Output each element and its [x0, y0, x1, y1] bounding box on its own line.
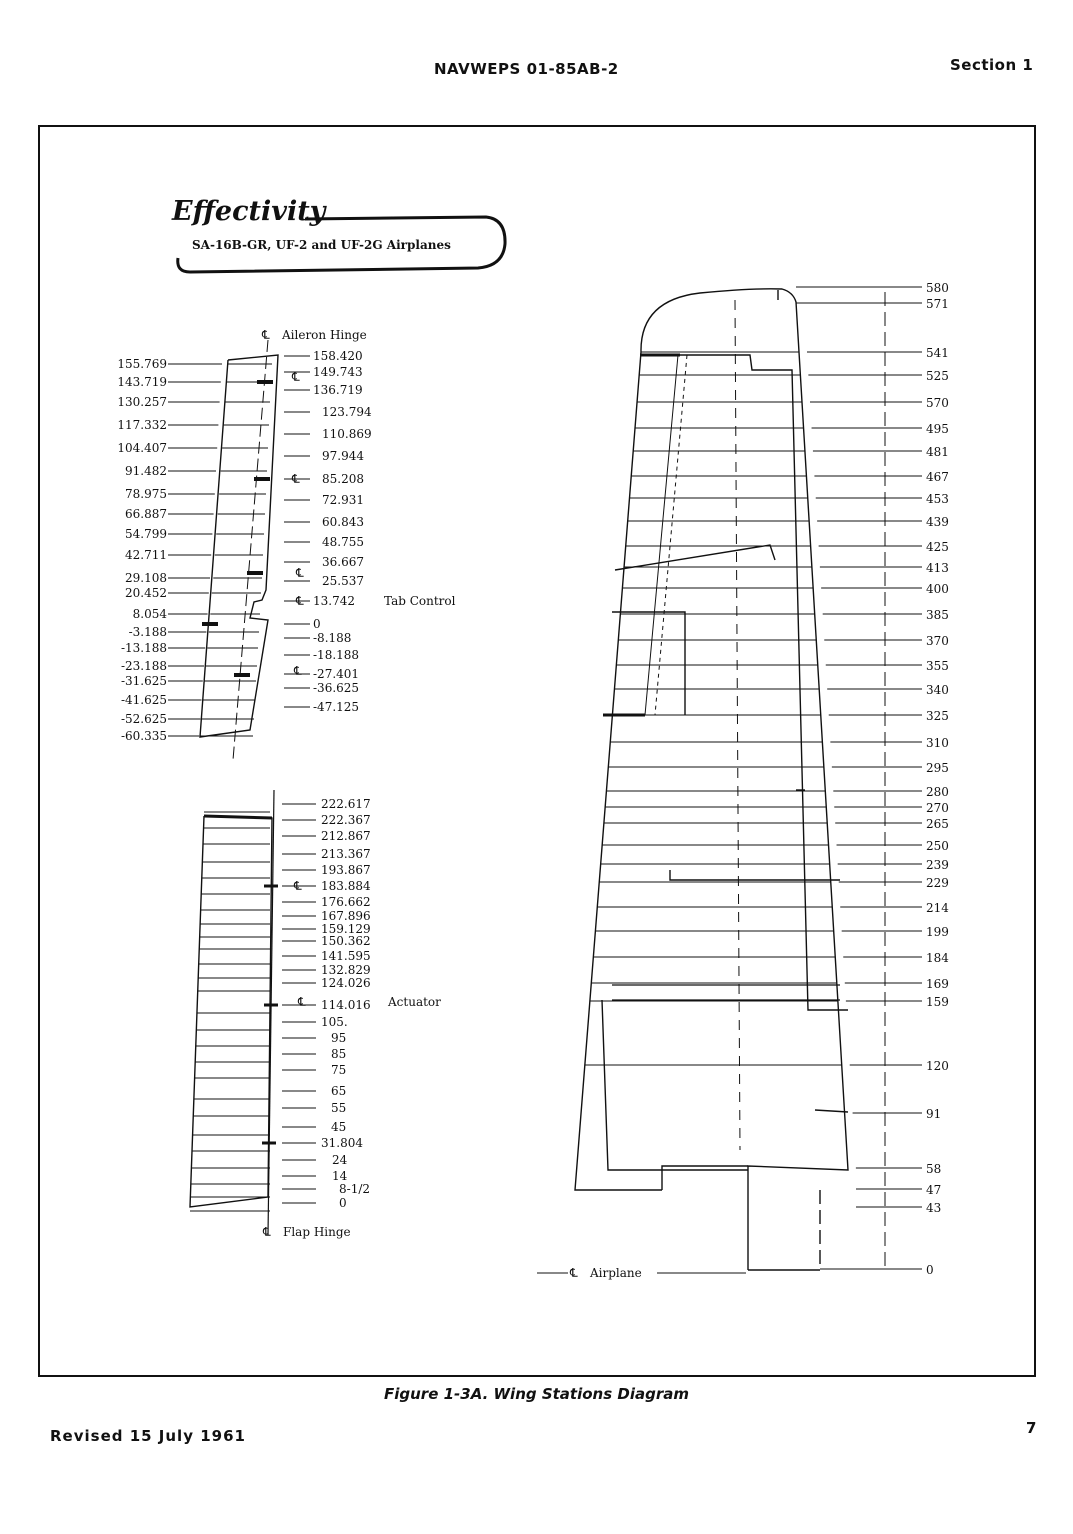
flap-station: 31.804: [321, 1136, 363, 1150]
wing-station: 310: [926, 736, 949, 750]
aileron-right-station: 136.719: [313, 383, 363, 397]
aileron-left-station: -23.188: [120, 659, 167, 673]
flap-station: 14: [332, 1169, 348, 1183]
flap-station: 212.867: [321, 829, 371, 843]
aileron-right-station: 60.843: [322, 515, 364, 529]
wing-station: 439: [926, 515, 949, 529]
wing-station: 250: [926, 839, 949, 853]
aileron-left-station: -41.625: [120, 693, 167, 707]
wing-station: 481: [926, 445, 949, 459]
centerline-symbol: ℄: [292, 370, 300, 384]
aileron-right-station: 36.667: [322, 555, 364, 569]
wing-station: 0: [926, 1263, 934, 1277]
aileron-left-station: 143.719: [117, 375, 167, 389]
aileron-hinge-label: Aileron Hinge: [282, 328, 367, 342]
aileron-right-station: 97.944: [322, 449, 364, 463]
aileron-left-station: -13.188: [120, 641, 167, 655]
aileron-right-station: 13.742: [313, 594, 355, 608]
aileron-right-station: 0: [313, 617, 321, 631]
figure-caption: Figure 1-3A. Wing Stations Diagram: [384, 1385, 689, 1403]
wing-station: 467: [926, 470, 949, 484]
flap-station: 141.595: [321, 949, 371, 963]
flap-station: 150.362: [321, 934, 371, 948]
flap-station: 105.: [321, 1015, 348, 1029]
airplane-label: Airplane: [590, 1266, 642, 1280]
centerline-symbol: ℄: [292, 472, 300, 486]
flap-station: 176.662: [321, 895, 371, 909]
centerline-symbol: ℄: [263, 1225, 271, 1239]
centerline-symbol: ℄: [294, 879, 302, 893]
flap-hinge-label: Flap Hinge: [283, 1225, 351, 1239]
wing-station: 239: [926, 858, 949, 872]
flap-station: 222.367: [321, 813, 371, 827]
flap-station: 85: [331, 1047, 347, 1061]
wing-station: 400: [926, 582, 949, 596]
aileron-left-station: 91.482: [125, 464, 167, 478]
aileron-left-station: 130.257: [117, 395, 167, 409]
aileron-left-station: 42.711: [125, 548, 167, 562]
wing-station: 214: [926, 901, 949, 915]
wing-station: 570: [926, 396, 949, 410]
wing-station: 370: [926, 634, 949, 648]
wing-station: 280: [926, 785, 949, 799]
wing-station: 184: [926, 951, 949, 965]
wing-station: 425: [926, 540, 949, 554]
aileron-left-station: 29.108: [125, 571, 167, 585]
aileron-right-station: -8.188: [313, 631, 352, 645]
wing-station: 229: [926, 876, 949, 890]
aileron-right-station: 158.420: [313, 349, 363, 363]
flap-station: 159.129: [321, 922, 371, 936]
wing-station: 453: [926, 492, 949, 506]
aileron-left-station: 54.799: [125, 527, 167, 541]
aileron-left-station: 78.975: [125, 487, 167, 501]
section-label: Section 1: [950, 56, 1034, 74]
page-number: 7: [1026, 1419, 1038, 1437]
wing-station: 159: [926, 995, 949, 1009]
aileron-right-station: 123.794: [322, 405, 372, 419]
flap-station: 0: [339, 1196, 347, 1210]
wing-station: 270: [926, 801, 949, 815]
aileron-right-station: -47.125: [313, 700, 360, 714]
wing-station: 91: [926, 1107, 942, 1121]
flap-station: 8-1/2: [339, 1182, 371, 1196]
aileron-right-station: 110.869: [322, 427, 372, 441]
aileron-right-station: -18.188: [313, 648, 360, 662]
flap-station: 213.367: [321, 847, 371, 861]
aileron-outline: [200, 340, 278, 760]
effectivity-title: Effectivity: [172, 196, 326, 227]
flap-station: 222.617: [321, 797, 371, 811]
wing-station: 541: [926, 346, 949, 360]
flap-station: 24: [332, 1153, 348, 1167]
flap-station: 75: [331, 1063, 347, 1077]
flap-station: 114.016: [321, 998, 371, 1012]
centerline-symbol: ℄: [296, 594, 304, 608]
wing-station: 295: [926, 761, 949, 775]
wing-outline: [575, 289, 885, 1270]
aileron-right-station: 85.208: [322, 472, 364, 486]
wing-station: 495: [926, 422, 949, 436]
flap-station: 45: [331, 1120, 347, 1134]
aileron-right-station: 25.537: [322, 574, 364, 588]
flap-station: 65: [331, 1084, 347, 1098]
aileron-right-station: -27.401: [313, 667, 360, 681]
wing-station: 199: [926, 925, 949, 939]
actuator-label: Actuator: [388, 995, 441, 1009]
aileron-left-station: -60.335: [120, 729, 167, 743]
aileron-left-station: 20.452: [125, 586, 167, 600]
wing-ribs: [537, 287, 922, 1273]
flap-station: 167.896: [321, 909, 371, 923]
aileron-right-station: 72.931: [322, 493, 364, 507]
flap-station: 95: [331, 1031, 347, 1045]
aileron-left-station: 8.054: [132, 607, 167, 621]
wing-station: 325: [926, 709, 949, 723]
flap-station: 124.026: [321, 976, 371, 990]
centerline-symbol: ℄: [294, 664, 302, 678]
wing-station: 58: [926, 1162, 942, 1176]
wing-station: 525: [926, 369, 949, 383]
tab-control-label: Tab Control: [384, 594, 456, 608]
wing-station: 169: [926, 977, 949, 991]
revision-date: Revised 15 July 1961: [50, 1427, 246, 1445]
aileron-right-station: 48.755: [322, 535, 364, 549]
wing-station: 385: [926, 608, 949, 622]
wing-station: 413: [926, 561, 949, 575]
flap-station: 55: [331, 1101, 347, 1115]
wing-station: 340: [926, 683, 949, 697]
aileron-ribs: [168, 356, 310, 736]
aileron-right-station: -36.625: [313, 681, 360, 695]
aileron-left-station: 104.407: [117, 441, 167, 455]
aileron-left-station: 66.887: [125, 507, 167, 521]
wing-station: 47: [926, 1183, 942, 1197]
aileron-left-station: -52.625: [120, 712, 167, 726]
wing-station: 43: [926, 1201, 942, 1215]
aileron-right-station: 149.743: [313, 365, 363, 379]
wing-station: 355: [926, 659, 949, 673]
aileron-left-station: 155.769: [117, 357, 167, 371]
wing-station: 571: [926, 297, 949, 311]
effectivity-airplanes: SA-16B-GR, UF-2 and UF-2G Airplanes: [192, 238, 451, 252]
flap-station: 193.867: [321, 863, 371, 877]
centerline-symbol: ℄: [296, 566, 304, 580]
flap-station: 183.884: [321, 879, 371, 893]
aileron-left-station: 117.332: [117, 418, 167, 432]
wing-station: 580: [926, 281, 949, 295]
centerline-symbol: ℄: [570, 1266, 578, 1280]
wing-station: 120: [926, 1059, 949, 1073]
document-number: NAVWEPS 01-85AB-2: [434, 60, 619, 78]
aileron-left-station: -31.625: [120, 674, 167, 688]
wing-station: 265: [926, 817, 949, 831]
flap-station: 132.829: [321, 963, 371, 977]
aileron-left-station: -3.188: [128, 625, 167, 639]
centerline-symbol: ℄: [262, 328, 270, 342]
centerline-symbol: ℄: [298, 995, 306, 1009]
